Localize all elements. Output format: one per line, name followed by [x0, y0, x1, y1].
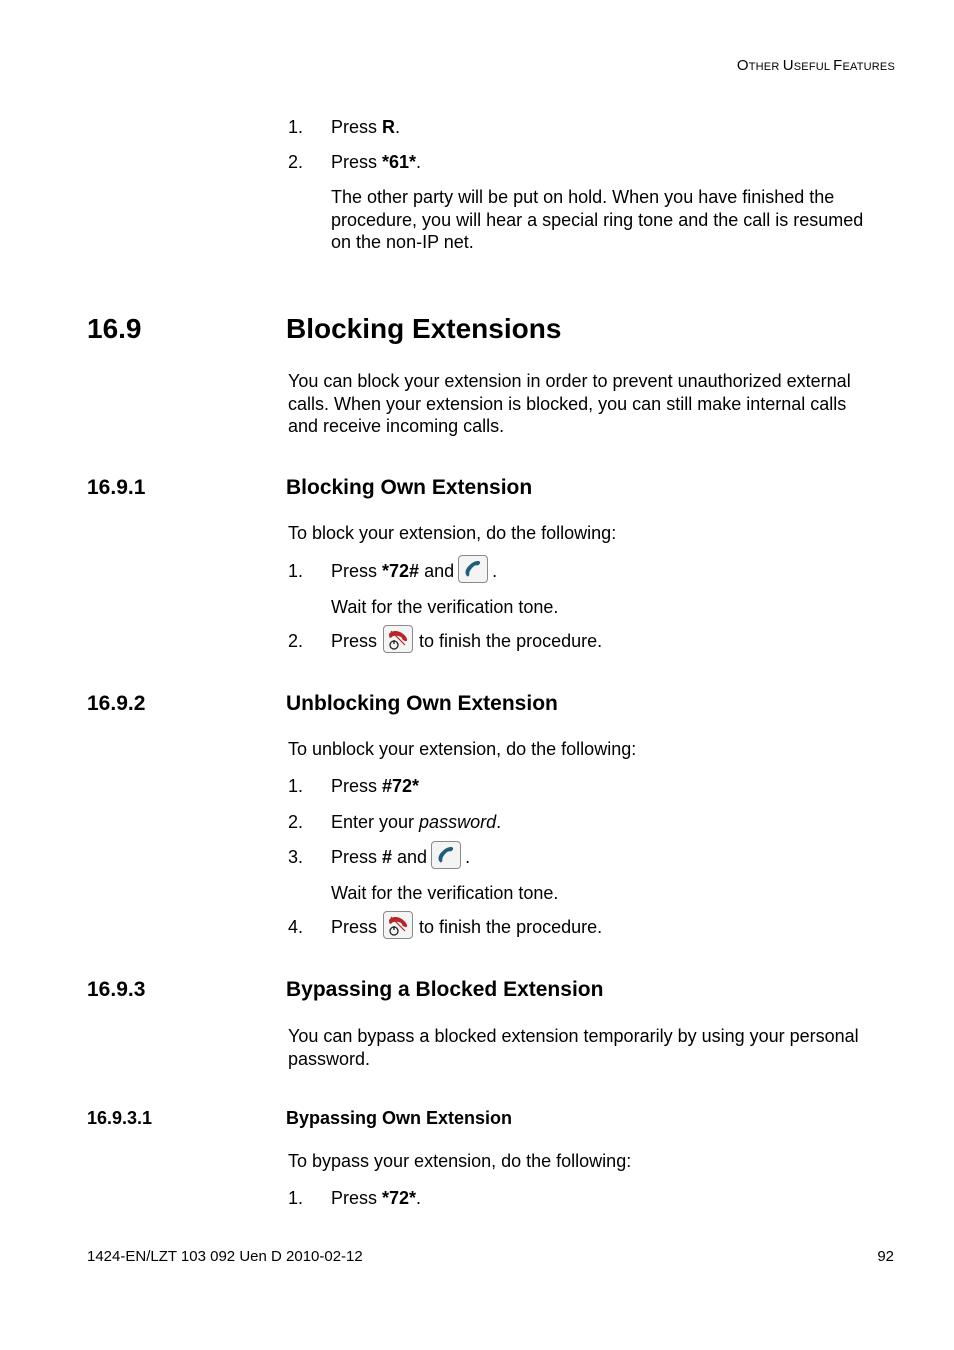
key-label: *72*	[382, 1188, 417, 1208]
list-number: 4.	[288, 917, 304, 937]
phone-on-hook-power-icon	[383, 911, 413, 939]
running-header: OTHER USEFUL FEATURES	[736, 57, 895, 74]
list-item: Press *72*.	[331, 1188, 422, 1208]
list-item: Press R.	[331, 117, 401, 137]
phone-off-hook-icon	[458, 555, 488, 583]
lead-text: To block your extension, do the following:	[288, 523, 617, 543]
step-note: The other party will be put on hold. When you have finished the procedure, you will hear a special ring tone and the call is resumed on the non-IP net.	[331, 187, 864, 252]
step-note: Wait for the verification tone.	[331, 883, 559, 903]
section-number: 16.9	[87, 313, 142, 344]
list-number: 2.	[288, 812, 304, 832]
phone-on-hook-power-icon	[383, 625, 413, 653]
list-item: Press # and .	[331, 847, 470, 869]
subsection-number: 16.9.1	[87, 476, 146, 499]
page-number: 92	[877, 1248, 894, 1265]
list-item: Press *72# and .	[331, 561, 497, 583]
key-label: #	[382, 847, 393, 867]
key-label: *72#	[382, 561, 420, 581]
list-number: 2.	[288, 631, 304, 651]
subsection-title: Blocking Own Extension	[286, 476, 533, 499]
list-number: 1.	[288, 1188, 304, 1208]
list-item: Press *61*.	[331, 152, 422, 172]
list-number: 1.	[288, 117, 304, 137]
section-body: You can bypass a blocked extension temporarily by using your personal password.	[288, 1026, 859, 1069]
list-number: 3.	[288, 847, 304, 867]
list-item: Enter your password.	[331, 812, 502, 832]
subsection-title: Unblocking Own Extension	[286, 692, 558, 715]
list-item: Press #72*	[331, 776, 420, 796]
lead-text: To unblock your extension, do the following:	[288, 739, 637, 759]
list-item: Press to finish the procedure.	[331, 631, 602, 653]
list-item: Press to finish the procedure.	[331, 917, 602, 939]
section-body: You can block your extension in order to prevent unauthorized external calls. When your extension is blocked, you can still make internal calls and receive incoming calls.	[288, 371, 851, 436]
subsubsection-title: Bypassing Own Extension	[286, 1108, 513, 1128]
key-label: R	[382, 117, 396, 137]
lead-text: To bypass your extension, do the following:	[288, 1151, 632, 1171]
subsection-title: Bypassing a Blocked Extension	[286, 978, 604, 1001]
key-label: #72*	[382, 776, 420, 796]
list-number: 1.	[288, 776, 304, 796]
emphasis: password	[419, 812, 497, 832]
list-number: 1.	[288, 561, 304, 581]
section-title: Blocking Extensions	[286, 313, 562, 344]
step-note: Wait for the verification tone.	[331, 597, 559, 617]
list-number: 2.	[288, 152, 304, 172]
subsection-number: 16.9.2	[87, 692, 146, 715]
phone-off-hook-icon	[431, 841, 461, 869]
key-label: *61*	[382, 152, 417, 172]
subsubsection-number: 16.9.3.1	[87, 1108, 153, 1128]
footer-doc-id: 1424-EN/LZT 103 092 Uen D 2010-02-12	[87, 1248, 363, 1265]
subsection-number: 16.9.3	[87, 978, 146, 1001]
